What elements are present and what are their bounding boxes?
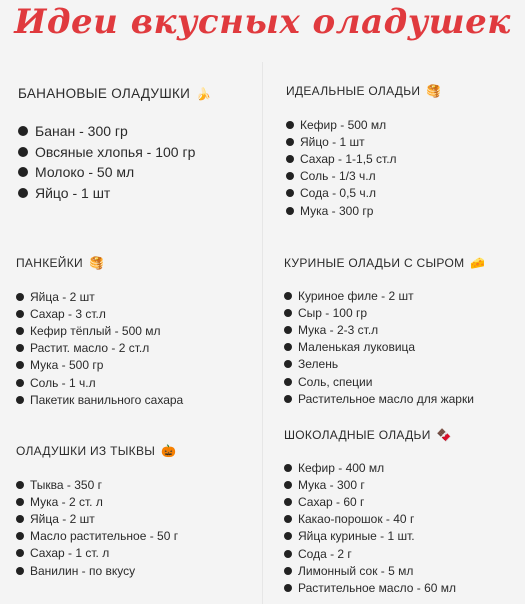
bullet-icon (284, 464, 292, 472)
recipe-chocolate (284, 428, 456, 597)
recipe-title (16, 444, 178, 458)
ingredient-item (16, 545, 178, 562)
bullet-icon (284, 567, 292, 575)
recipe-title-text: БАНАНОВЫЕ ОЛАДУШКИ (18, 86, 191, 101)
recipe-chicken-cheese (284, 256, 484, 407)
ingredient-list (16, 476, 178, 579)
bullet-icon (16, 361, 24, 369)
ingredient-item (16, 476, 178, 493)
ingredient-text: Ванилин - по вкусу (30, 563, 136, 578)
ingredient-text: Яйца - 2 шт (30, 511, 95, 526)
ingredient-text: Яйца куриные - 1 шт. (298, 529, 415, 544)
ingredient-text: Растит. масло - 2 ст.л (30, 341, 150, 356)
ingredient-text: Сыр - 100 гр (298, 305, 368, 320)
ingredient-text: Кефир тёплый - 500 мл (30, 323, 161, 338)
ingredient-text: Яйца - 2 шт (30, 289, 95, 304)
bullet-icon (286, 172, 294, 180)
ingredient-item (284, 304, 484, 321)
ingredient-text: Сахар - 1 ст. л (30, 546, 110, 561)
bullet-icon (18, 126, 28, 136)
bullet-icon (286, 155, 294, 163)
ingredient-text: Растительное масло для жарки (298, 391, 474, 406)
ingredient-text: Мука - 300 гр (300, 203, 374, 218)
ingredient-item (16, 288, 183, 305)
ingredient-text: Лимонный сок - 5 мл (298, 563, 414, 578)
recipe-title (18, 86, 210, 101)
chocolate-icon: 🍫 (436, 428, 452, 442)
ingredient-item (284, 356, 484, 373)
recipe-title-text: ИДЕАЛЬНЫЕ ОЛАДЬИ (286, 84, 421, 98)
ingredient-text: Яйцо - 1 шт (35, 184, 111, 201)
ingredient-item (16, 528, 178, 545)
ingredient-list (284, 459, 456, 597)
ingredient-text: Яйцо - 1 шт (300, 134, 365, 149)
cheese-icon: 🧀 (470, 256, 486, 270)
bullet-icon (284, 343, 292, 351)
ingredient-item (284, 579, 456, 596)
ingredient-text: Соль - 1 ч.л (30, 375, 96, 390)
ingredient-item (284, 373, 484, 390)
bullet-icon (286, 189, 294, 197)
ingredient-list (284, 287, 484, 407)
ingredient-text: Растительное масло - 60 мл (298, 580, 457, 595)
bullet-icon (16, 310, 24, 318)
bullet-icon (284, 292, 292, 300)
ingredient-text: Овсяные хлопья - 100 гр (35, 143, 196, 160)
ingredient-item (16, 493, 178, 510)
ingredient-item (284, 528, 456, 545)
ingredient-item (16, 357, 183, 374)
recipe-title-text: ПАНКЕЙКИ (16, 256, 83, 270)
ingredient-item (284, 390, 484, 407)
bullet-icon (286, 207, 294, 215)
recipe-pumpkin (16, 444, 178, 579)
ingredient-item (16, 340, 183, 357)
pancakes-icon: 🥞 (88, 256, 105, 270)
bullet-icon (18, 167, 28, 177)
ingredient-item (286, 185, 440, 202)
ingredient-item (284, 562, 456, 579)
ingredient-text: Соль, специи (298, 374, 373, 389)
ingredient-item (18, 183, 210, 204)
ingredient-text: Сода - 0,5 ч.л (300, 186, 377, 201)
recipe-title (16, 256, 183, 270)
ingredient-item (284, 545, 456, 562)
bullet-icon (284, 395, 292, 403)
ingredient-text: Масло растительное - 50 г (30, 529, 179, 544)
ingredient-item (16, 322, 183, 339)
ingredient-item (16, 510, 178, 527)
recipe-ideal (286, 84, 440, 219)
ingredient-item (16, 391, 183, 408)
bullet-icon (16, 515, 24, 523)
ingredient-item (284, 339, 484, 356)
recipe-pancakes (16, 256, 183, 408)
ingredient-item (286, 150, 440, 167)
ingredient-text: Мука - 500 гр (30, 358, 104, 373)
ingredient-text: Мука - 2-3 ст.л (298, 322, 379, 337)
ingredient-item (16, 562, 178, 579)
bullet-icon (18, 188, 28, 198)
ingredient-item (284, 321, 484, 338)
ingredient-text: Куриное филе - 2 шт (298, 288, 414, 303)
ingredient-item (286, 168, 440, 185)
bullet-icon (16, 532, 24, 540)
ingredient-item (284, 476, 456, 493)
ingredient-item (18, 162, 210, 183)
pumpkin-icon: 🎃 (161, 444, 177, 458)
bullet-icon (16, 293, 24, 301)
ingredient-text: Кефир - 500 мл (300, 117, 387, 132)
ingredient-item (286, 133, 440, 150)
ingredient-text: Пакетик ванильного сахара (30, 392, 184, 407)
page-title: Идеи вкусных оладушек (14, 2, 511, 42)
ingredient-text: Какао-порошок - 40 г (298, 512, 415, 527)
bullet-icon (16, 327, 24, 335)
ingredient-text: Маленькая луковица (298, 340, 416, 355)
ingredient-item (18, 142, 210, 163)
ingredient-item (284, 459, 456, 476)
bullet-icon (284, 550, 292, 558)
bullet-icon (16, 498, 24, 506)
ingredient-list (18, 121, 210, 203)
ingredient-text: Сахар - 1-1,5 ст.л (300, 151, 397, 166)
recipe-title-text: ОЛАДУШКИ ИЗ ТЫКВЫ (16, 444, 156, 458)
ingredient-text: Тыква - 350 г (30, 477, 102, 492)
bullet-icon (284, 360, 292, 368)
recipe-title-text: КУРИНЫЕ ОЛАДЬИ С СЫРОМ (284, 256, 465, 270)
recipe-title (284, 256, 484, 270)
bullet-icon (284, 584, 292, 592)
ingredient-item (284, 493, 456, 510)
bullet-icon (16, 344, 24, 352)
recipe-title (286, 84, 440, 98)
ingredient-text: Сахар - 60 г (298, 494, 365, 509)
bullet-icon (284, 532, 292, 540)
ingredient-text: Сахар - 3 ст.л (30, 306, 106, 321)
ingredient-item (284, 511, 456, 528)
recipe-title-text: ШОКОЛАДНЫЕ ОЛАДЬИ (284, 428, 431, 442)
bullet-icon (284, 515, 292, 523)
bullet-icon (16, 396, 24, 404)
ingredient-list (286, 116, 440, 219)
ingredient-text: Сода - 2 г (298, 546, 352, 561)
bullet-icon (18, 147, 28, 157)
recipe-title (284, 428, 456, 442)
bullet-icon (284, 309, 292, 317)
ingredient-list (16, 288, 183, 408)
ingredient-item (286, 116, 440, 133)
bullet-icon (284, 326, 292, 334)
bullet-icon (284, 481, 292, 489)
ingredient-item (284, 287, 484, 304)
ingredient-text: Соль - 1/3 ч.л (300, 169, 376, 184)
ingredient-text: Зелень (298, 357, 339, 372)
bullet-icon (16, 379, 24, 387)
ingredient-item (286, 202, 440, 219)
recipe-banana (18, 86, 210, 203)
ingredient-item (16, 305, 183, 322)
ingredient-text: Кефир - 400 мл (298, 460, 385, 475)
bullet-icon (284, 378, 292, 386)
pancakes-icon: 🥞 (426, 84, 442, 98)
bullet-icon (16, 567, 24, 575)
bullet-icon (16, 481, 24, 489)
ingredient-text: Банан - 300 гр (35, 123, 128, 140)
ingredient-text: Молоко - 50 мл (35, 164, 135, 181)
bullet-icon (286, 121, 294, 129)
ingredient-item (16, 374, 183, 391)
bullet-icon (286, 138, 294, 146)
ingredient-item (18, 121, 210, 142)
ingredient-text: Мука - 2 ст. л (30, 494, 103, 509)
bullet-icon (284, 498, 292, 506)
column-divider (262, 62, 263, 604)
banana-icon: 🍌 (196, 86, 212, 101)
ingredient-text: Мука - 300 г (298, 477, 365, 492)
bullet-icon (16, 549, 24, 557)
